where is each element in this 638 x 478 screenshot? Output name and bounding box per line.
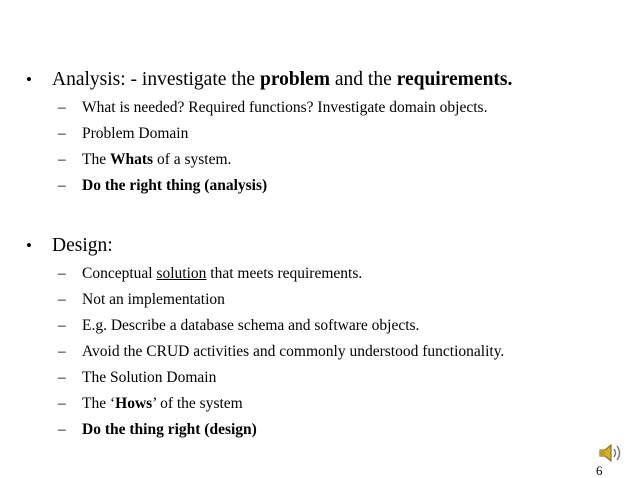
design-item-5 [58,368,216,388]
analysis-item-1 [58,98,487,118]
dash: – [58,99,66,116]
analysis-heading-requirements: requirements. [396,69,513,90]
design-item-text: E.g. Describe a database schema and software objects. [82,317,420,334]
design-item-pre: Conceptual [82,265,157,282]
design-item-4 [58,342,504,362]
dash: – [58,265,66,282]
dash: – [58,125,66,142]
analysis-heading-problem: problem [259,69,331,90]
dash: – [58,395,66,412]
analysis-item-pre: The [82,151,110,168]
bullet-analysis [26,68,512,92]
dash: – [58,291,66,308]
dash: – [58,317,66,334]
analysis-item-2 [58,124,188,144]
design-heading: Design: [52,235,113,256]
design-item-text: The Solution Domain [82,369,217,386]
analysis-item-text: Problem Domain [82,125,189,142]
design-item-underline: solution [156,265,207,282]
design-item-pre: The ‘ [82,395,116,412]
analysis-item-4 [58,176,267,196]
page-number: 6 [596,463,603,478]
analysis-item-text: What is needed? Required functions? Investigate domain objects. [82,99,488,116]
design-item-bold: Hows [115,395,153,412]
design-item-text: Avoid the CRUD activities and commonly understood functionality. [82,343,505,360]
analysis-item-3 [58,150,231,170]
dash: – [58,177,66,194]
dash: – [58,151,66,168]
design-item-1 [58,264,362,284]
speaker-icon[interactable] [598,442,624,464]
analysis-item-post: of a system. [153,151,232,168]
bullet-design [26,234,113,258]
design-item-2 [58,290,225,310]
dash: – [58,343,66,360]
design-item-3 [58,316,419,336]
analysis-item-bold: Do the right thing (analysis) [82,177,268,194]
bullet-dot: • [26,70,32,89]
dash: – [58,369,66,386]
bullet-dot: • [26,236,32,255]
dash: – [58,421,66,438]
analysis-heading-mid: and the [330,69,397,90]
design-item-post: that meets requirements. [206,265,363,282]
analysis-heading-prefix: Analysis: - investigate the [52,69,260,90]
design-item-text: Not an implementation [82,291,225,308]
design-item-bold: Do the thing right (design) [82,421,257,438]
design-item-post: ’ of the system [152,395,243,412]
analysis-item-bold: Whats [109,151,154,168]
design-item-6 [58,394,243,414]
design-item-7 [58,420,257,440]
